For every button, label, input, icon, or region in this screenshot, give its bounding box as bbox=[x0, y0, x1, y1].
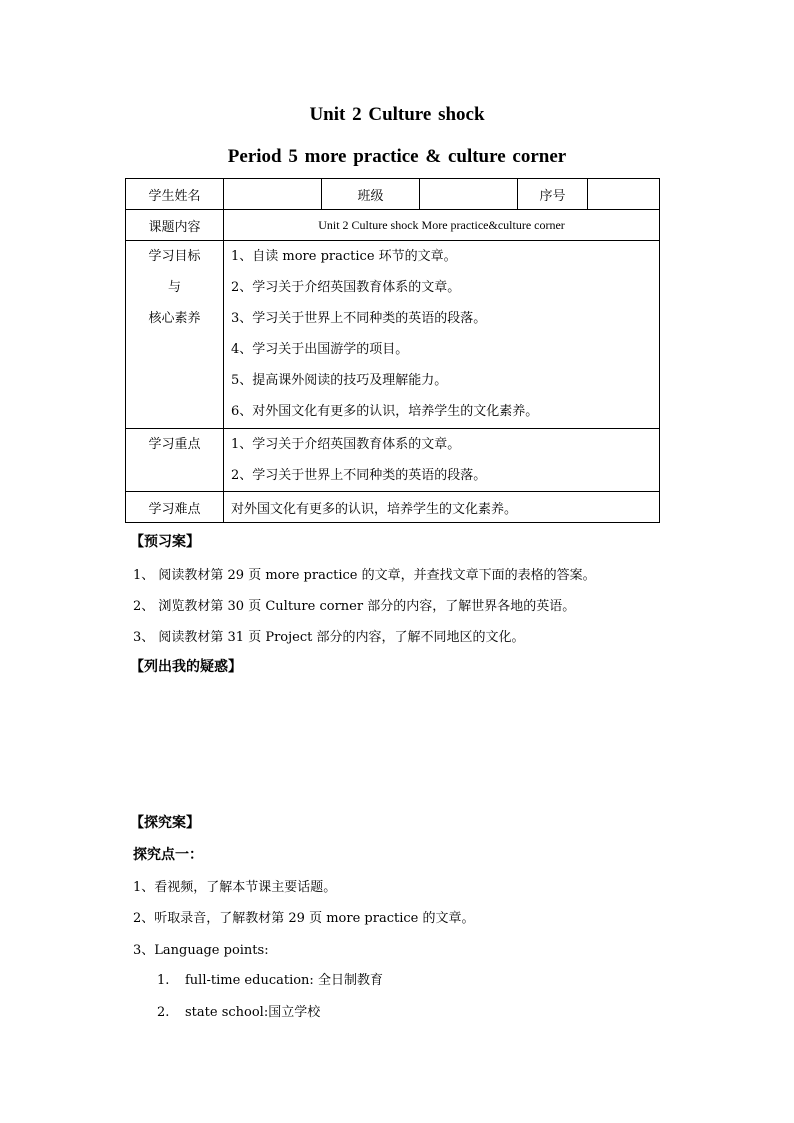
focus-item: 1、学习关于介绍英国教育体系的文章。 bbox=[231, 437, 461, 452]
goal-item: 5、提高课外阅读的技巧及理解能力。 bbox=[231, 373, 448, 388]
topic-value: Unit 2 Culture shock More practice&culture corner bbox=[224, 210, 660, 241]
unit-title: Unit 2 Culture shock bbox=[309, 104, 485, 125]
table-row bbox=[126, 429, 660, 492]
lesson-info-table bbox=[125, 178, 660, 523]
difficulty-value: 对外国文化有更多的认识，培养学生的文化素养。 bbox=[224, 492, 660, 523]
student-name-field[interactable] bbox=[224, 179, 322, 210]
goal-item: 4、学习关于出国游学的项目。 bbox=[231, 342, 409, 357]
table-row bbox=[126, 241, 660, 429]
explore-point-title: 探究点一： bbox=[133, 847, 203, 863]
explore-item: 2、听取录音，了解教材第 29 页 more practice 的文章。 bbox=[133, 911, 475, 926]
explore-item: 3、Language points: bbox=[133, 943, 269, 958]
focus-list bbox=[224, 429, 660, 492]
goal-item: 1、自读 more practice 环节的文章。 bbox=[231, 249, 457, 264]
preview-item: 1、 阅读教材第 29 页 more practice 的文章，并查找文章下面的表格的答案。 bbox=[133, 568, 596, 583]
explore-heading: 【探究案】 bbox=[130, 815, 200, 831]
preview-heading: 【预习案】 bbox=[130, 534, 200, 550]
period-title: Period 5 more practice & culture corner bbox=[227, 146, 567, 167]
goal-item: 3、学习关于世界上不同种类的英语的段落。 bbox=[231, 311, 487, 326]
preview-item: 2、 浏览教材第 30 页 Culture corner 部分的内容，了解世界各地的英语。 bbox=[133, 599, 576, 614]
class-label: 班级 bbox=[322, 179, 420, 210]
explore-item: 1、看视频，了解本节课主要话题。 bbox=[133, 880, 337, 895]
preview-item: 3、 阅读教材第 31 页 Project 部分的内容，了解不同地区的文化。 bbox=[133, 630, 525, 645]
focus-item: 2、学习关于世界上不同种类的英语的段落。 bbox=[231, 468, 487, 483]
focus-label-text: 学习重点 bbox=[148, 437, 201, 452]
table-row bbox=[126, 210, 660, 241]
language-point bbox=[157, 969, 383, 988]
goal-item: 6、对外国文化有更多的认识，培养学生的文化素养。 bbox=[231, 404, 539, 419]
difficulty-label: 学习难点 bbox=[126, 492, 224, 523]
goals-label-line: 核心素养 bbox=[148, 311, 201, 326]
topic-label: 课题内容 bbox=[126, 210, 224, 241]
focus-label bbox=[126, 429, 224, 492]
language-point-number: 1. bbox=[157, 973, 170, 988]
language-point bbox=[157, 1001, 320, 1020]
goal-item: 2、学习关于介绍英国教育体系的文章。 bbox=[231, 280, 461, 295]
goals-label bbox=[126, 241, 224, 429]
class-field[interactable] bbox=[420, 179, 518, 210]
seat-number-field[interactable] bbox=[588, 179, 660, 210]
goals-label-line: 与 bbox=[167, 280, 181, 295]
seat-number-label: 序号 bbox=[518, 179, 588, 210]
table-row bbox=[126, 492, 660, 523]
language-point-text: full-time education: 全日制教育 bbox=[185, 973, 383, 988]
language-point-text: state school:国立学校 bbox=[185, 1005, 321, 1020]
table-row bbox=[126, 179, 660, 210]
language-point-number: 2. bbox=[157, 1005, 170, 1020]
doubts-heading: 【列出我的疑惑】 bbox=[130, 659, 242, 675]
goals-label-line: 学习目标 bbox=[148, 249, 201, 264]
student-name-label: 学生姓名 bbox=[126, 179, 224, 210]
goals-list bbox=[224, 241, 660, 429]
